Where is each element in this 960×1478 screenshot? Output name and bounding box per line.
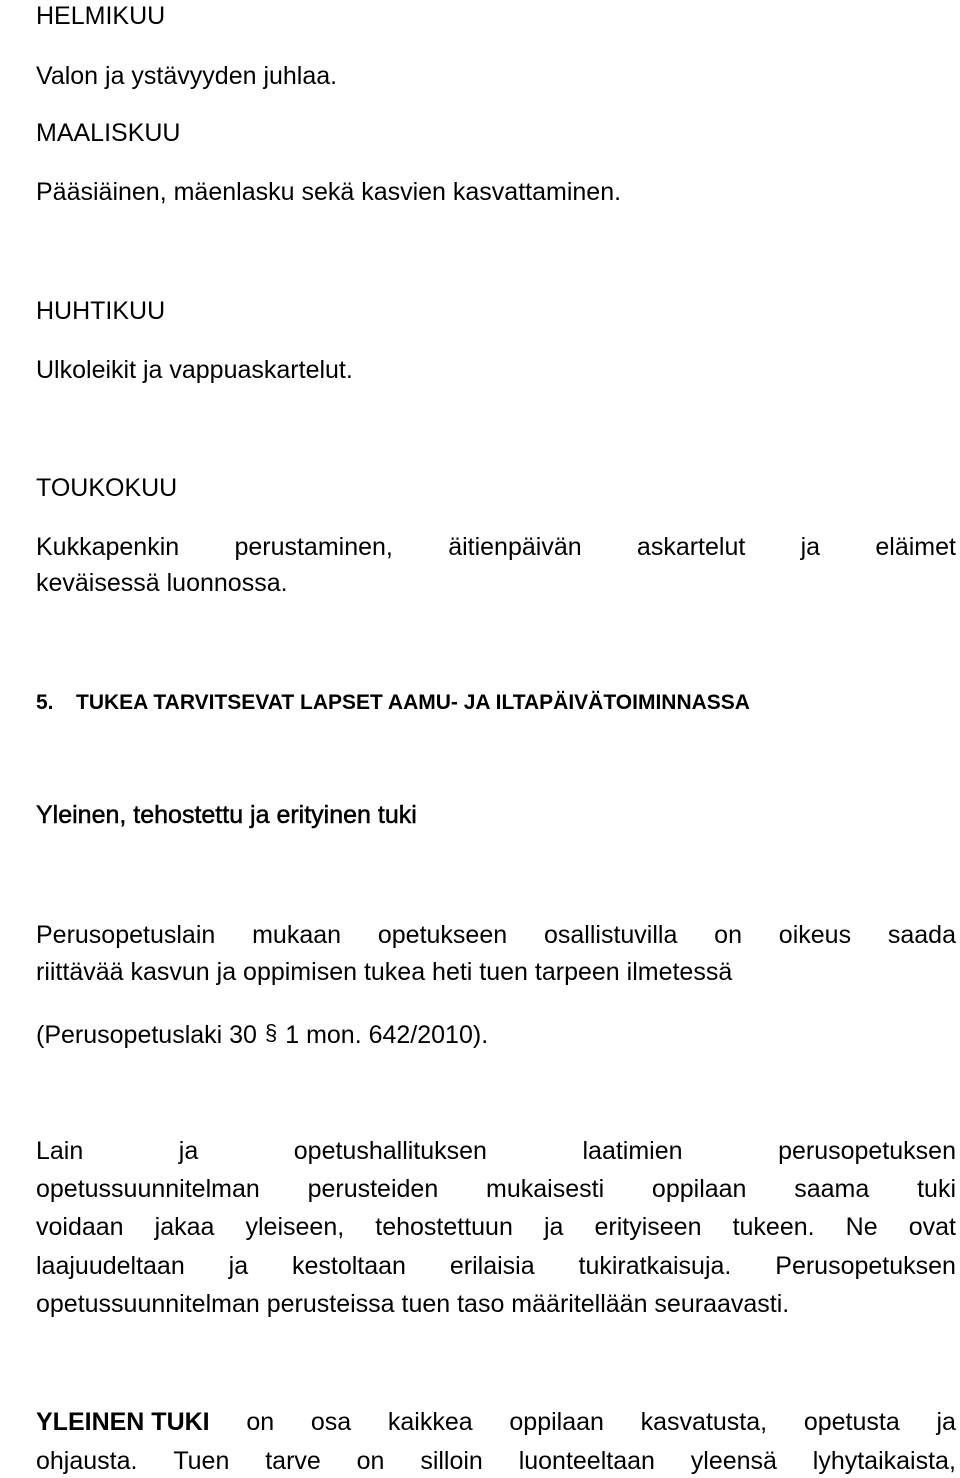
word: on bbox=[714, 921, 742, 949]
word: tukeen. bbox=[732, 1213, 815, 1241]
word: oppilaan bbox=[509, 1408, 604, 1436]
word: oikeus bbox=[778, 921, 852, 949]
section-heading bbox=[36, 688, 750, 718]
word: ohjausta. bbox=[36, 1447, 138, 1475]
word: askartelut bbox=[636, 533, 746, 561]
bold-term: YLEINEN TUKI bbox=[36, 1408, 210, 1436]
month-heading-huhtikuu: HUHTIKUU bbox=[36, 297, 166, 325]
word: on bbox=[246, 1408, 275, 1436]
month-heading-helmikuu: HELMIKUU bbox=[36, 2, 166, 30]
word: Kukkapenkin bbox=[36, 533, 180, 561]
para2-line2 bbox=[36, 1174, 956, 1204]
word: perusteiden bbox=[307, 1175, 439, 1203]
word: ja bbox=[228, 1252, 249, 1280]
word: saama bbox=[794, 1175, 870, 1203]
word: tuki bbox=[917, 1175, 956, 1203]
word: ja bbox=[936, 1408, 956, 1436]
word: opetukseen bbox=[377, 921, 508, 949]
month-heading-maaliskuu: MAALISKUU bbox=[36, 119, 181, 147]
word: oppilaan bbox=[651, 1175, 747, 1203]
word: Perusopetuksen bbox=[775, 1252, 956, 1280]
word: laatimien bbox=[582, 1137, 683, 1165]
word: ja bbox=[543, 1213, 564, 1241]
section-sign-icon: § bbox=[264, 1020, 278, 1045]
word: mukaan bbox=[252, 921, 342, 949]
month-text-maaliskuu: Pääsiäinen, mäenlasku sekä kasvien kasvattaminen. bbox=[36, 178, 622, 206]
word: erityiseen bbox=[594, 1213, 702, 1241]
month-text-helmikuu: Valon ja ystävyyden juhlaa. bbox=[36, 62, 338, 90]
word: perustaminen, bbox=[234, 533, 393, 561]
word: ovat bbox=[908, 1213, 956, 1241]
para3-line1 bbox=[36, 1407, 956, 1437]
month-heading-toukokuu: TOUKOKUU bbox=[36, 474, 178, 502]
word: kaikkea bbox=[387, 1408, 473, 1436]
para2-line3 bbox=[36, 1212, 956, 1242]
word: eläimet bbox=[875, 533, 956, 561]
word: Ne bbox=[845, 1213, 878, 1241]
para2-line5: opetussuunnitelman perusteissa tuen taso määritellään seuraavasti. bbox=[36, 1290, 790, 1318]
word: opetushallituksen bbox=[293, 1137, 487, 1165]
word: tukiratkaisuja. bbox=[578, 1252, 732, 1280]
word: laajuudeltaan bbox=[36, 1252, 185, 1280]
word: yleensä bbox=[690, 1447, 777, 1475]
word: opetusta bbox=[803, 1408, 900, 1436]
word: kestoltaan bbox=[292, 1252, 406, 1280]
word: osallistuvilla bbox=[543, 921, 678, 949]
word: erilaisia bbox=[449, 1252, 535, 1280]
section-number: 5. bbox=[36, 691, 54, 714]
word: lyhytaikaista, bbox=[812, 1447, 956, 1475]
para1-line2: riittävää kasvun ja oppimisen tukea heti tuen tarpeen ilmetessä bbox=[36, 958, 733, 986]
word: yleiseen, bbox=[245, 1213, 345, 1241]
word: on bbox=[356, 1447, 385, 1475]
section-title: TUKEA TARVITSEVAT LAPSET AAMU- JA ILTAPÄIVÄTOIMINNASSA bbox=[76, 691, 750, 714]
word: tehostettuun bbox=[375, 1213, 513, 1241]
citation-text: 1 mon. 642/2010). bbox=[285, 1021, 489, 1049]
para1-line3 bbox=[36, 1018, 488, 1050]
word: Tuen bbox=[173, 1447, 230, 1475]
word: Lain bbox=[36, 1137, 84, 1165]
word: perusopetuksen bbox=[778, 1137, 956, 1165]
para2-line4 bbox=[36, 1251, 956, 1281]
word: saada bbox=[887, 921, 956, 949]
word: ja bbox=[178, 1137, 199, 1165]
word: tarve bbox=[265, 1447, 321, 1475]
month-text-toukokuu-line1 bbox=[36, 532, 956, 562]
word: silloin bbox=[420, 1447, 483, 1475]
word: äitienpäivän bbox=[448, 533, 582, 561]
month-text-huhtikuu: Ulkoleikit ja vappuaskartelut. bbox=[36, 356, 353, 384]
word: ja bbox=[800, 533, 821, 561]
citation-text: (Perusopetuslaki 30 bbox=[36, 1021, 257, 1049]
month-text-toukokuu-line2: keväisessä luonnossa. bbox=[36, 569, 288, 597]
word: voidaan bbox=[36, 1213, 124, 1241]
word: kasvatusta, bbox=[640, 1408, 768, 1436]
para3-line2 bbox=[36, 1446, 956, 1476]
subheading: Yleinen, tehostettu ja erityinen tuki bbox=[36, 801, 417, 829]
word: jakaa bbox=[154, 1213, 215, 1241]
para2-line1 bbox=[36, 1136, 956, 1166]
word: osa bbox=[310, 1408, 352, 1436]
word: luonteeltaan bbox=[518, 1447, 655, 1475]
word: Perusopetuslain bbox=[36, 921, 216, 949]
word: opetussuunnitelman bbox=[36, 1175, 260, 1203]
para1-line1 bbox=[36, 920, 956, 950]
word: mukaisesti bbox=[486, 1175, 605, 1203]
